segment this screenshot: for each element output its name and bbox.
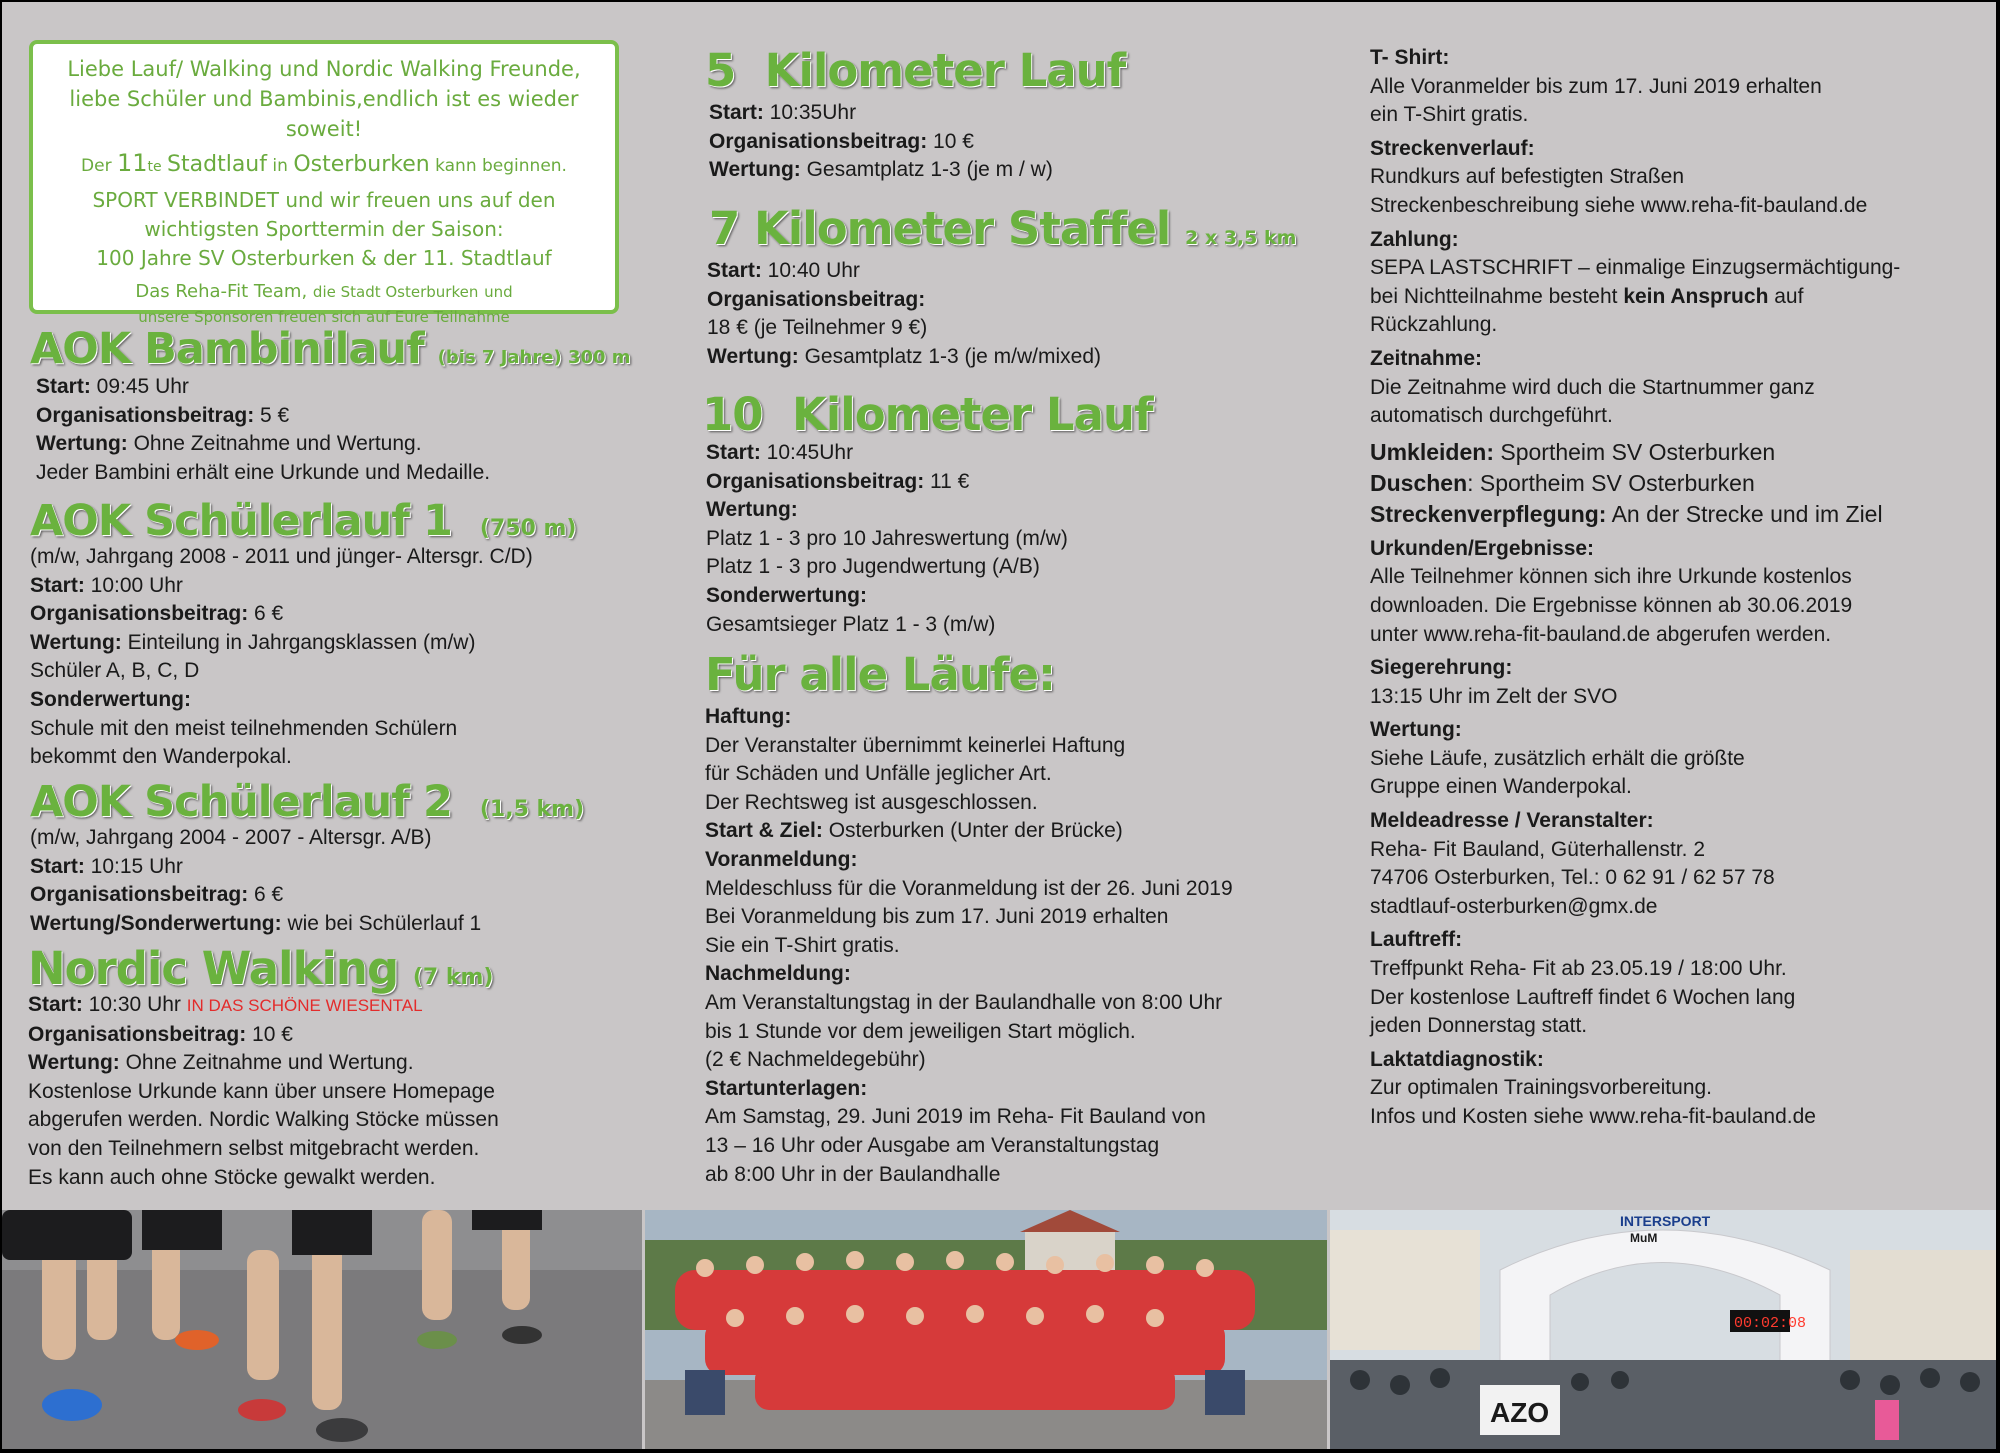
payment-2: bei Nichtteilnahme besteht kein Anspruch auf <box>1370 284 1804 308</box>
preregistration-2: Bei Voranmeldung bis zum 17. Juni 2019 erhalten <box>705 905 1169 929</box>
timing-2: automatisch durchgeführt. <box>1370 404 1613 428</box>
payment-label: Zahlung: <box>1370 227 1459 251</box>
certificates-3: unter www.reha-fit-bauland.de abgerufen werden. <box>1370 622 1832 646</box>
ranking-2: Gruppe einen Wanderpokal. <box>1370 775 1632 799</box>
preregistration-label: Voranmeldung: <box>705 847 858 871</box>
preregistration-1: Meldeschluss für die Voranmeldung ist der 26. Juni 2019 <box>705 876 1233 900</box>
changing-rooms: Umkleiden: Sportheim SV Osterburken <box>1370 438 1776 465</box>
contact-2: 74706 Osterburken, Tel.: 0 62 91 / 62 57 78 <box>1370 866 1775 890</box>
nordic-fee: Organisationsbeitrag: 10 € <box>28 1022 293 1046</box>
intro-line-3: Der 11te Stadtlauf in Osterburken kann beginnen. <box>81 149 567 177</box>
km10-special: Gesamtsieger Platz 1 - 3 (m/w) <box>706 612 996 636</box>
nordic-section <box>28 942 668 1192</box>
km10-start: Start: 10:45Uhr <box>706 441 854 464</box>
arch-sub: MuM <box>1630 1231 1658 1245</box>
bambini-heading: AOK Bambinilauf (bis 7 Jahre) 300 m <box>30 324 631 374</box>
km7-fee: 18 € (je Teilnehmer 9 €) <box>707 316 928 340</box>
km7-heading: 7 Kilometer Staffel 2 x 3,5 km <box>709 202 1297 255</box>
running-meetup-3: jeden Donnerstag statt. <box>1370 1014 1588 1038</box>
intro-line-8: unsere Sponsoren freuen sich auf Eure Teilnahme <box>138 308 510 326</box>
km10-scoring-1: Platz 1 - 3 pro 10 Jahreswertung (m/w) <box>706 526 1068 550</box>
km10-scoring-label: Wertung: <box>706 498 798 522</box>
intro-line-7: Das Reha-Fit Team, die Stadt Osterburken und <box>135 281 513 302</box>
liability-3: Der Rechtsweg ist ausgeschlossen. <box>705 790 1038 814</box>
bambini-scoring: Wertung: Ohne Zeitnahme und Wertung. <box>36 432 422 456</box>
intro-line-6: 100 Jahre SV Osterburken & der 11. Stadtlauf <box>96 246 552 270</box>
schueler1-scoring: Wertung: Einteilung in Jahrgangsklassen (m/w) <box>30 630 476 654</box>
contact-1: Reha- Fit Bauland, Güterhallenstr. 2 <box>1370 837 1706 861</box>
late-registration-2: bis 1 Stunde vor dem jeweiligen Start möglich. <box>705 1019 1136 1043</box>
general-section <box>705 648 1355 1189</box>
schueler2-desc: (m/w, Jahrgang 2004 - 2007 - Altersgr. A/B) <box>30 826 432 849</box>
running-meetup-2: Der kostenlose Lauftreff findet 6 Wochen lang <box>1370 985 1796 1009</box>
schueler1-special-1: Schule mit den meist teilnehmenden Schülern <box>30 716 458 740</box>
lactate-1: Zur optimalen Trainingsvorbereitung. <box>1370 1076 1713 1100</box>
certificates-1: Alle Teilnehmer können sich ihre Urkunde kostenlos <box>1370 565 1852 589</box>
photo-runners-legs <box>2 1210 642 1449</box>
route-2: Streckenbeschreibung siehe www.reha-fit-bauland.de <box>1370 193 1868 217</box>
late-registration-1: Am Veranstaltungstag in der Baulandhalle von 8:00 Uhr <box>705 990 1223 1014</box>
km10-section <box>702 388 1342 639</box>
photo-finish-arch <box>1330 1210 1996 1449</box>
intro-box <box>29 40 619 326</box>
schueler2-heading: AOK Schülerlauf 2 (1,5 km) <box>30 777 585 827</box>
intro-line-2: liebe Schüler und Bambinis,endlich ist es wieder soweit! <box>69 87 579 141</box>
start-documents-2: 13 – 16 Uhr oder Ausgabe am Veranstaltungstag <box>705 1133 1160 1157</box>
km10-fee: Organisationsbeitrag: 11 € <box>706 469 970 493</box>
start-documents-1: Am Samstag, 29. Juni 2019 im Reha- Fit Bauland von <box>705 1105 1206 1129</box>
bambini-fee: Organisationsbeitrag: 5 € <box>36 403 290 427</box>
route-1: Rundkurs auf befestigten Straßen <box>1370 165 1685 189</box>
tshirt-label: T- Shirt: <box>1370 46 1450 69</box>
tshirt-2: ein T-Shirt gratis. <box>1370 103 1529 127</box>
km10-heading: 10 Kilometer Lauf <box>702 388 1153 441</box>
ranking-label: Wertung: <box>1370 718 1462 742</box>
start-documents-3: ab 8:00 Uhr in der Baulandhalle <box>705 1162 1001 1186</box>
info-section <box>1370 44 1980 1132</box>
nordic-line-4: Es kann auch ohne Stöcke gewalkt werden. <box>28 1165 436 1189</box>
certificates-2: downloaden. Die Ergebnisse können ab 30.06.2019 <box>1370 593 1853 617</box>
schueler2-section <box>30 777 670 938</box>
km5-heading: 5 Kilometer Lauf <box>705 44 1126 97</box>
km5-fee: Organisationsbeitrag: 10 € <box>709 129 974 153</box>
schueler1-fee: Organisationsbeitrag: 6 € <box>30 602 284 626</box>
showers: Duschen: Sportheim SV Osterburken <box>1370 469 1755 496</box>
arch-brand: INTERSPORT <box>1620 1213 1711 1229</box>
payment-1: SEPA LASTSCHRIFT – einmalige Einzugsermächtigung- <box>1370 256 1901 280</box>
schueler2-start: Start: 10:15 Uhr <box>30 854 183 878</box>
nordic-scoring: Wertung: Ohne Zeitnahme und Wertung. <box>28 1051 414 1075</box>
bambini-start: Start: 09:45 Uhr <box>36 375 189 398</box>
catering: Streckenverpflegung: An der Strecke und im Ziel <box>1370 500 1883 527</box>
nordic-heading: Nordic Walking (7 km) <box>28 942 494 995</box>
azo-banner: AZO <box>1490 1397 1550 1428</box>
nordic-line-2: abgerufen werden. Nordic Walking Stöcke müssen <box>28 1108 499 1132</box>
km5-section <box>705 44 1345 185</box>
schueler1-special-label: Sonderwertung: <box>30 687 191 711</box>
km5-scoring: Wertung: Gesamtplatz 1-3 (je m / w) <box>709 158 1053 182</box>
schueler2-fee: Organisationsbeitrag: 6 € <box>30 883 284 907</box>
certificates-label: Urkunden/Ergebnisse: <box>1370 536 1595 560</box>
tshirt-1: Alle Voranmelder bis zum 17. Juni 2019 erhalten <box>1370 74 1822 98</box>
contact-label: Meldeadresse / Veranstalter: <box>1370 809 1654 833</box>
general-heading: Für alle Läufe: <box>705 648 1055 701</box>
schueler1-desc: (m/w, Jahrgang 2008 - 2011 und jünger- Altersgr. C/D) <box>30 545 533 568</box>
km7-section <box>707 202 1349 371</box>
lactate-2: Infos und Kosten siehe www.reha-fit-bauland.de <box>1370 1105 1816 1128</box>
schueler1-section <box>30 496 670 772</box>
schueler1-special-2: bekommt den Wanderpokal. <box>30 745 292 769</box>
photo-team-group <box>645 1210 1327 1449</box>
km7-scoring: Wertung: Gesamtplatz 1-3 (je m/w/mixed) <box>707 344 1102 368</box>
bambini-section <box>30 324 670 487</box>
schueler2-scoring: Wertung/Sonderwertung: wie bei Schülerlauf 1 <box>30 911 482 935</box>
intro-line-4: SPORT VERBINDET und wir freuen uns auf den <box>92 188 556 212</box>
ranking-1: Siehe Läufe, zusätzlich erhält die größte <box>1370 746 1745 770</box>
nordic-line-1: Kostenlose Urkunde kann über unsere Homepage <box>28 1079 495 1103</box>
timing-1: Die Zeitnahme wird duch die Startnummer ganz <box>1370 375 1815 399</box>
intro-line-5: wichtigsten Sporttermin der Saison: <box>144 217 504 241</box>
finish-clock: 00:02:08 <box>1734 1315 1807 1332</box>
liability-label: Haftung: <box>705 705 792 728</box>
timing-label: Zeitnahme: <box>1370 346 1483 370</box>
award-ceremony-label: Siegerehrung: <box>1370 656 1513 680</box>
nordic-line-3: von den Teilnehmern selbst mitgebracht werden. <box>28 1136 480 1160</box>
lactate-label: Laktatdiagnostik: <box>1370 1047 1544 1071</box>
bambini-note: Jeder Bambini erhält eine Urkunde und Medaille. <box>36 460 491 484</box>
preregistration-3: Sie ein T-Shirt gratis. <box>705 933 900 957</box>
route-label: Streckenverlauf: <box>1370 136 1535 160</box>
late-registration-3: (2 € Nachmeldegebühr) <box>705 1048 926 1072</box>
award-ceremony-1: 13:15 Uhr im Zelt der SVO <box>1370 684 1618 708</box>
liability-1: Der Veranstalter übernimmt keinerlei Haftung <box>705 733 1126 757</box>
km10-scoring-2: Platz 1 - 3 pro Jugendwertung (A/B) <box>706 555 1040 579</box>
intro-line-1: Liebe Lauf/ Walking und Nordic Walking Freunde, <box>67 57 581 81</box>
km10-special-label: Sonderwertung: <box>706 583 867 607</box>
payment-3: Rückzahlung. <box>1370 313 1498 337</box>
liability-2: für Schäden und Unfälle jeglicher Art. <box>705 762 1052 786</box>
km7-fee-label: Organisationsbeitrag: <box>707 287 926 311</box>
contact-email[interactable]: stadtlauf-osterburken@gmx.de <box>1370 894 1658 918</box>
flyer-page <box>2 2 1996 1449</box>
start-finish: Start & Ziel: Osterburken (Unter der Brücke) <box>705 819 1123 843</box>
schueler1-classes: Schüler A, B, C, D <box>30 659 200 683</box>
running-meetup-label: Lauftreff: <box>1370 928 1463 952</box>
schueler1-heading: AOK Schülerlauf 1 (750 m) <box>30 496 577 546</box>
running-meetup-1: Treffpunkt Reha- Fit ab 23.05.19 / 18:00 Uhr. <box>1370 957 1787 981</box>
late-registration-label: Nachmeldung: <box>705 962 851 986</box>
km7-start: Start: 10:40 Uhr <box>707 259 860 282</box>
schueler1-start: Start: 10:00 Uhr <box>30 573 183 597</box>
km5-start: Start: 10:35Uhr <box>709 101 857 124</box>
start-documents-label: Startunterlagen: <box>705 1076 868 1100</box>
nordic-start: Start: 10:30 Uhr IN DAS SCHÖNE WIESENTAL <box>28 993 423 1016</box>
